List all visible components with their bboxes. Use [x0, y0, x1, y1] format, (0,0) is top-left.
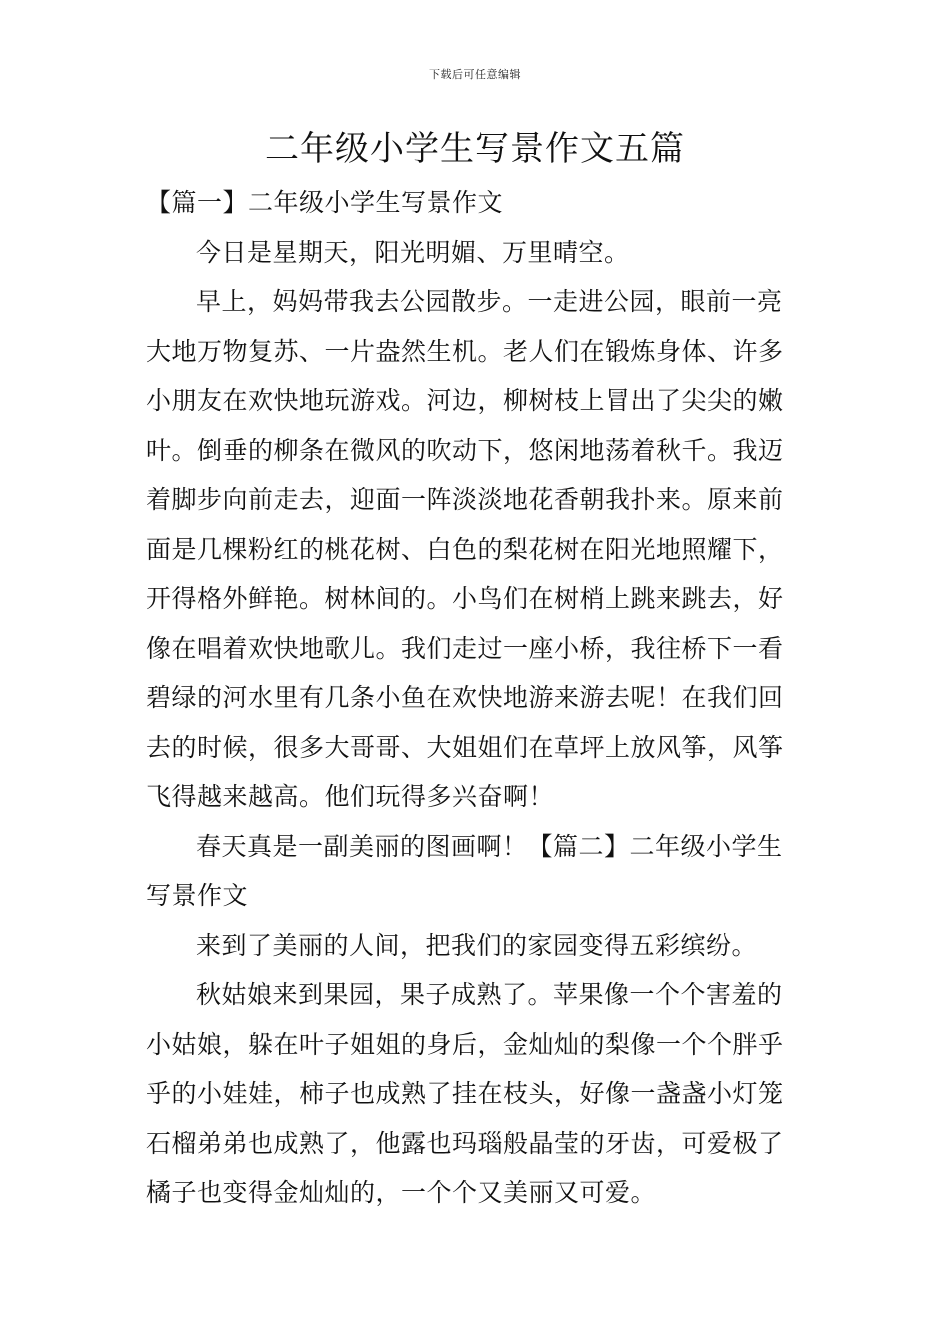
body-line: 大地万物复苏、一片盎然生机。老人们在锻炼身体、许多 — [146, 336, 784, 366]
body-line: 秋姑娘来到果园，果子成熟了。苹果像一个个害羞的 — [196, 980, 783, 1009]
body-line: 春天真是一副美丽的图画啊！【篇二】二年级小学生 — [196, 831, 783, 861]
body-line: 小姑娘，躲在叶子姐姐的身后，金灿灿的梨像一个个胖乎 — [146, 1029, 784, 1059]
document-title: 二年级小学生写景作文五篇 — [265, 129, 685, 169]
body-line: 来到了美丽的人间，把我们的家园变得五彩缤纷。 — [196, 930, 758, 960]
body-line: 去的时候，很多大哥哥、大姐姐们在草坪上放风筝，风筝 — [146, 732, 784, 762]
header-note: 下载后可任意编辑 — [429, 68, 521, 81]
body-line: 像在唱着欢快地歌儿。我们走过一座小桥，我往桥下一看 — [146, 633, 784, 663]
body-line: 乎的小娃娃，柿子也成熟了挂在枝头，好像一盏盏小灯笼 — [146, 1079, 784, 1108]
body-line: 碧绿的河水里有几条小鱼在欢快地游来游去呢！在我们回 — [146, 683, 784, 712]
body-line: 橘子也变得金灿灿的，一个个又美丽又可爱。 — [146, 1178, 657, 1207]
body-line: 石榴弟弟也成熟了，他露也玛瑙般晶莹的牙齿，可爱极了 — [146, 1128, 784, 1158]
body-line: 面是几棵粉红的桃花树、白色的梨花树在阳光地照耀下， — [146, 534, 784, 564]
body-line: 小朋友在欢快地玩游戏。河边，柳树枝上冒出了尖尖的嫩 — [146, 386, 784, 415]
body-line: 早上，妈妈带我去公园散步。一走进公园，眼前一亮 — [196, 287, 783, 316]
body-line: 飞得越来越高。他们玩得多兴奋啊！ — [146, 782, 555, 811]
body-line: 今日是星期天，阳光明媚、万里晴空。 — [196, 237, 630, 267]
body-line: 写景作文 — [146, 881, 249, 910]
body-line: 开得格外鲜艳。树林间的。小鸟们在树梢上跳来跳去，好 — [146, 584, 784, 613]
body-line: 叶。倒垂的柳条在微风的吹动下，悠闲地荡着秋千。我迈 — [146, 435, 784, 465]
body-line: 【篇一】二年级小学生写景作文 — [146, 188, 504, 217]
body-line: 着脚步向前走去，迎面一阵淡淡地花香朝我扑来。原来前 — [146, 485, 784, 514]
